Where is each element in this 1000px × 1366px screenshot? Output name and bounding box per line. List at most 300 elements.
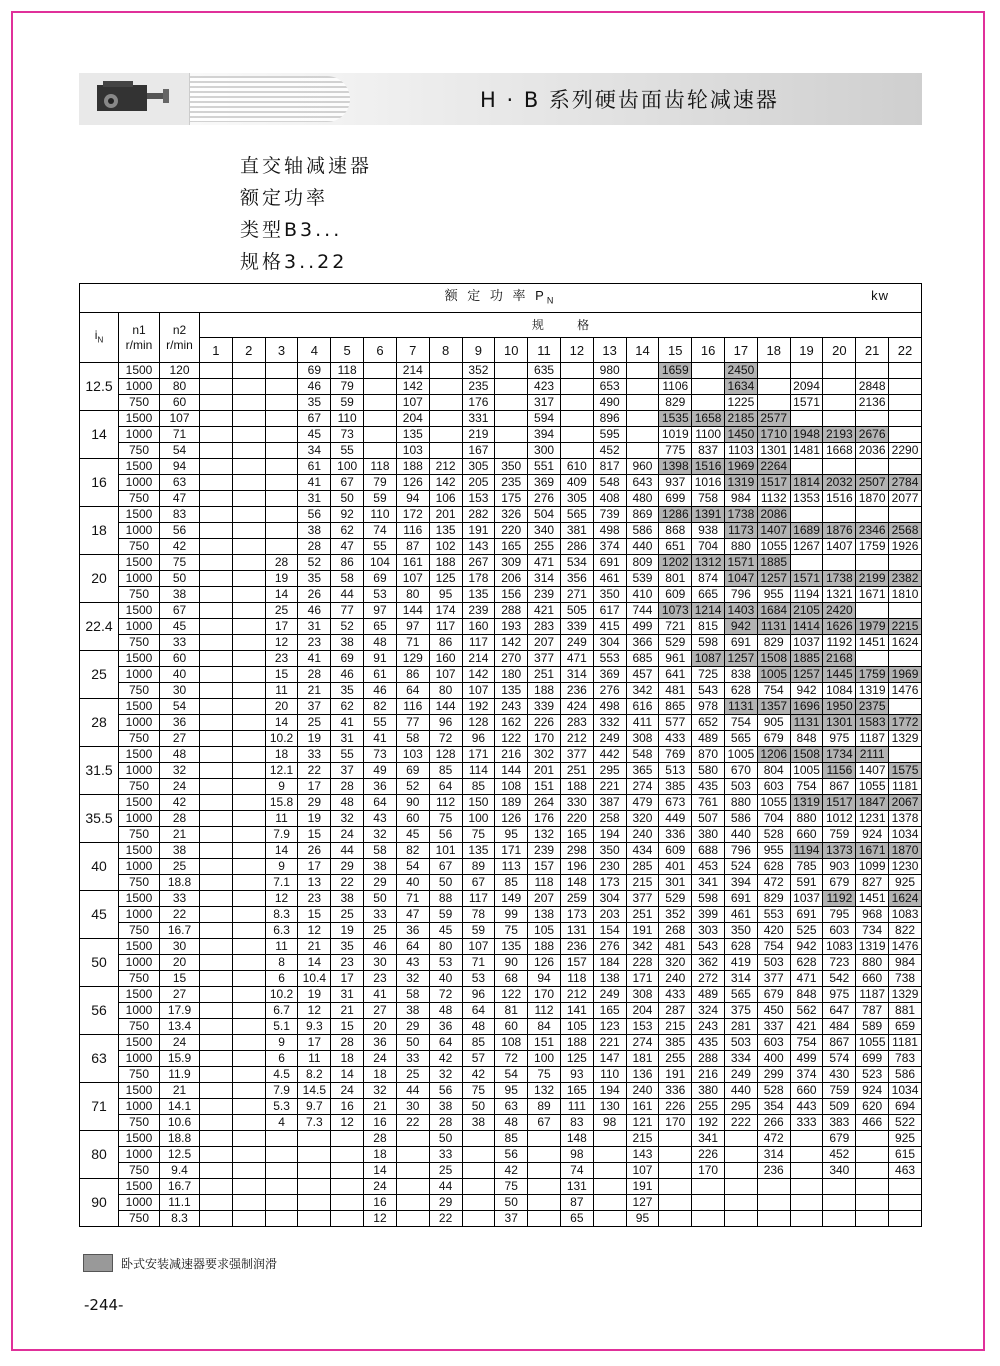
size-number: 9: [462, 338, 495, 363]
power-cell: 75: [462, 827, 495, 843]
power-cell: 896: [593, 411, 626, 427]
power-cell: 1257: [725, 651, 758, 667]
power-cell: 74: [560, 1163, 593, 1179]
power-cell: 46: [298, 603, 331, 619]
power-cell: 99: [495, 907, 528, 923]
power-cell: 20: [364, 1019, 397, 1035]
power-cell: 688: [692, 843, 725, 859]
power-cell: 694: [889, 1099, 922, 1115]
n1-cell: 1500: [119, 939, 160, 955]
table-row: [80, 923, 922, 939]
power-cell: 58: [364, 843, 397, 859]
power-cell: 87: [396, 539, 429, 555]
n1-cell: 1500: [119, 1179, 160, 1195]
power-cell: 160: [429, 651, 462, 667]
power-cell: 18: [265, 747, 298, 763]
ratio-cell: 20: [80, 555, 119, 603]
power-cell: 1624: [889, 891, 922, 907]
power-cell: 75: [462, 1083, 495, 1099]
n1-cell: 750: [119, 779, 160, 795]
power-cell: 598: [692, 635, 725, 651]
power-cell: 43: [364, 811, 397, 827]
power-cell: [823, 1195, 856, 1211]
power-cell: 1286: [659, 507, 692, 523]
power-cell: 42: [429, 1051, 462, 1067]
power-cell: 1378: [889, 811, 922, 827]
size-number: 5: [331, 338, 364, 363]
power-cell: 25: [265, 603, 298, 619]
n1-cell: 750: [119, 923, 160, 939]
power-cell: 628: [757, 859, 790, 875]
power-cell: 598: [692, 891, 725, 907]
power-cell: 212: [560, 987, 593, 1003]
power-cell: 1194: [790, 843, 823, 859]
power-cell: 1230: [889, 859, 922, 875]
table-row: [80, 1179, 922, 1195]
power-cell: 230: [593, 859, 626, 875]
power-cell: 283: [528, 619, 561, 635]
power-cell: 1407: [757, 523, 790, 539]
power-cell: 1710: [757, 427, 790, 443]
power-cell: 577: [659, 715, 692, 731]
power-cell: 610: [560, 459, 593, 475]
n1-cell: 750: [119, 971, 160, 987]
table-title-sub: N: [546, 295, 557, 306]
power-cell: 300: [528, 443, 561, 459]
power-cell: 171: [495, 843, 528, 859]
power-cell: 2290: [889, 443, 922, 459]
table-row: [80, 427, 922, 443]
power-cell: 23: [265, 651, 298, 667]
power-cell: [790, 363, 823, 379]
power-cell: 308: [626, 987, 659, 1003]
n2-cell: 75: [160, 555, 200, 571]
power-cell: [757, 1179, 790, 1195]
power-cell: [200, 1179, 233, 1195]
power-cell: [232, 971, 265, 987]
power-cell: [659, 1211, 692, 1227]
power-cell: 334: [725, 1051, 758, 1067]
power-cell: 2105: [790, 603, 823, 619]
power-cell: 52: [396, 779, 429, 795]
power-cell: 194: [593, 827, 626, 843]
power-cell: 1173: [725, 523, 758, 539]
power-cell: 26: [298, 843, 331, 859]
table-row: [80, 1019, 922, 1035]
power-cell: 723: [823, 955, 856, 971]
power-cell: 867: [823, 1035, 856, 1051]
power-cell: 603: [757, 1035, 790, 1051]
power-cell: 32: [396, 971, 429, 987]
power-cell: 704: [692, 539, 725, 555]
power-cell: 16: [364, 1195, 397, 1211]
power-cell: 125: [429, 571, 462, 587]
power-cell: 192: [692, 1115, 725, 1131]
n2-cell: 11.1: [160, 1195, 200, 1211]
n2-cell: 9.4: [160, 1163, 200, 1179]
power-cell: 539: [626, 571, 659, 587]
table-row: [80, 779, 922, 795]
power-cell: 6.3: [265, 923, 298, 939]
n1-cell: 750: [119, 587, 160, 603]
power-cell: 829: [659, 395, 692, 411]
power-cell: [856, 1211, 889, 1227]
power-cell: [232, 635, 265, 651]
power-cell: 309: [495, 555, 528, 571]
power-cell: 26: [298, 587, 331, 603]
table-row: [80, 1035, 922, 1051]
power-cell: 8.3: [265, 907, 298, 923]
power-cell: 1696: [790, 699, 823, 715]
table-row: [80, 491, 922, 507]
power-cell: 679: [823, 875, 856, 891]
power-cell: 1969: [889, 667, 922, 683]
power-cell: 191: [659, 1067, 692, 1083]
power-cell: [889, 555, 922, 571]
power-cell: 59: [462, 923, 495, 939]
power-cell: 1634: [725, 379, 758, 395]
power-cell: 270: [495, 651, 528, 667]
size-number: 10: [495, 338, 528, 363]
power-cell: 380: [692, 1083, 725, 1099]
power-cell: [331, 1211, 364, 1227]
power-cell: 85: [495, 875, 528, 891]
n1-cell: 1500: [119, 891, 160, 907]
power-cell: 2507: [856, 475, 889, 491]
power-cell: [889, 507, 922, 523]
power-cell: [232, 875, 265, 891]
power-cell: 25: [364, 923, 397, 939]
power-cell: 29: [396, 1019, 429, 1035]
power-cell: 46: [298, 379, 331, 395]
power-cell: 49: [364, 763, 397, 779]
table-row: [80, 539, 922, 555]
power-cell: 91: [364, 651, 397, 667]
power-cell: 1926: [889, 539, 922, 555]
power-cell: [560, 443, 593, 459]
power-cell: [232, 395, 265, 411]
power-cell: 4.5: [265, 1067, 298, 1083]
power-cell: [200, 651, 233, 667]
power-cell: [626, 443, 659, 459]
power-cell: 804: [757, 763, 790, 779]
power-cell: [856, 1179, 889, 1195]
power-cell: [757, 363, 790, 379]
power-cell: 869: [626, 507, 659, 523]
power-cell: 50: [331, 491, 364, 507]
power-cell: 37: [331, 763, 364, 779]
n2-cell: 36: [160, 715, 200, 731]
power-cell: 41: [364, 731, 397, 747]
power-cell: 1668: [823, 443, 856, 459]
power-cell: [462, 1163, 495, 1179]
power-cell: 1100: [692, 427, 725, 443]
n1-cell: 1000: [119, 907, 160, 923]
power-cell: 449: [659, 811, 692, 827]
power-cell: 1445: [823, 667, 856, 683]
size-number: 11: [528, 338, 561, 363]
power-cell: 126: [396, 475, 429, 491]
subtitle-line: 额定功率: [240, 187, 329, 209]
power-cell: 332: [593, 715, 626, 731]
power-cell: 775: [659, 443, 692, 459]
power-cell: [856, 459, 889, 475]
power-cell: 543: [692, 939, 725, 955]
power-cell: 377: [528, 651, 561, 667]
power-cell: 837: [692, 443, 725, 459]
power-cell: [626, 395, 659, 411]
power-cell: [200, 459, 233, 475]
power-cell: 2420: [823, 603, 856, 619]
power-cell: [725, 1195, 758, 1211]
power-cell: 65: [560, 1211, 593, 1227]
power-cell: 36: [429, 1019, 462, 1035]
power-cell: 925: [889, 875, 922, 891]
power-cell: 157: [528, 859, 561, 875]
power-cell: 1847: [856, 795, 889, 811]
power-cell: 942: [725, 619, 758, 635]
power-cell: 1087: [692, 651, 725, 667]
power-cell: 1034: [889, 827, 922, 843]
power-cell: [659, 1147, 692, 1163]
power-cell: 1206: [757, 747, 790, 763]
power-cell: 586: [725, 811, 758, 827]
power-cell: 435: [692, 779, 725, 795]
power-cell: 285: [626, 859, 659, 875]
power-cell: 37: [298, 699, 331, 715]
ratio-cell: 71: [80, 1083, 119, 1131]
power-cell: [200, 491, 233, 507]
power-cell: 122: [495, 731, 528, 747]
power-table-wrapper: [79, 283, 922, 1227]
power-cell: 98: [593, 1115, 626, 1131]
power-cell: 56: [298, 507, 331, 523]
power-cell: 725: [692, 667, 725, 683]
power-cell: [265, 1147, 298, 1163]
power-cell: 71: [396, 891, 429, 907]
n2-cell: 28: [160, 811, 200, 827]
power-cell: 121: [626, 1115, 659, 1131]
power-cell: [232, 859, 265, 875]
power-cell: 28: [331, 1035, 364, 1051]
power-cell: 105: [528, 923, 561, 939]
power-cell: [200, 1067, 233, 1083]
power-cell: 984: [725, 491, 758, 507]
power-cell: 867: [823, 779, 856, 795]
power-cell: 236: [560, 683, 593, 699]
power-cell: [298, 1179, 331, 1195]
size-number: 16: [692, 338, 725, 363]
power-cell: 193: [495, 619, 528, 635]
power-cell: 180: [495, 667, 528, 683]
power-cell: 586: [889, 1067, 922, 1083]
n1-cell: 750: [119, 1163, 160, 1179]
power-cell: 46: [364, 939, 397, 955]
power-cell: 354: [757, 1099, 790, 1115]
power-cell: [823, 555, 856, 571]
power-cell: 829: [757, 635, 790, 651]
power-cell: 975: [823, 987, 856, 1003]
power-cell: [200, 1019, 233, 1035]
power-cell: 80: [429, 939, 462, 955]
power-cell: 603: [757, 779, 790, 795]
power-cell: 2067: [889, 795, 922, 811]
power-cell: [232, 891, 265, 907]
power-cell: [560, 411, 593, 427]
power-cell: 1571: [790, 395, 823, 411]
n1-cell: 1000: [119, 1051, 160, 1067]
power-cell: 1225: [725, 395, 758, 411]
power-cell: [200, 1003, 233, 1019]
power-cell: 377: [626, 891, 659, 907]
n1-cell: 1500: [119, 1035, 160, 1051]
power-cell: 481: [659, 939, 692, 955]
power-cell: [889, 395, 922, 411]
power-cell: 249: [560, 635, 593, 651]
table-row: [80, 443, 922, 459]
power-cell: 174: [429, 603, 462, 619]
n1-cell: 750: [119, 731, 160, 747]
table-unit: kw: [871, 287, 889, 303]
power-cell: 1312: [692, 555, 725, 571]
power-cell: 1257: [757, 571, 790, 587]
power-cell: 90: [495, 955, 528, 971]
power-cell: [889, 379, 922, 395]
power-cell: 63: [495, 1099, 528, 1115]
power-cell: 9: [265, 1035, 298, 1051]
power-cell: 2168: [823, 651, 856, 667]
power-cell: 48: [462, 1019, 495, 1035]
size-label: 规 格: [200, 313, 922, 338]
power-cell: [560, 427, 593, 443]
power-cell: 489: [692, 987, 725, 1003]
table-row: [80, 1211, 922, 1227]
power-cell: [200, 987, 233, 1003]
power-cell: [232, 411, 265, 427]
n2-cell: 67: [160, 603, 200, 619]
power-cell: 302: [528, 747, 561, 763]
power-cell: [200, 747, 233, 763]
power-cell: 226: [659, 1099, 692, 1115]
n2-cell: 38: [160, 587, 200, 603]
power-cell: 704: [757, 811, 790, 827]
power-cell: 196: [560, 859, 593, 875]
power-cell: 1181: [889, 779, 922, 795]
power-cell: 925: [889, 1131, 922, 1147]
power-cell: 303: [692, 923, 725, 939]
power-cell: [232, 539, 265, 555]
subtitle-block: [240, 150, 372, 278]
power-cell: 271: [560, 587, 593, 603]
power-cell: 135: [396, 427, 429, 443]
power-cell: [889, 411, 922, 427]
n2-cell: 21: [160, 1083, 200, 1099]
n1-cell: 750: [119, 683, 160, 699]
n2-cell: 8.3: [160, 1211, 200, 1227]
power-cell: 45: [396, 827, 429, 843]
power-cell: 12: [331, 1115, 364, 1131]
power-cell: [692, 1179, 725, 1195]
power-cell: [200, 763, 233, 779]
power-cell: 22: [298, 763, 331, 779]
n1-cell: 1000: [119, 619, 160, 635]
power-cell: 249: [593, 987, 626, 1003]
power-cell: 591: [790, 875, 823, 891]
ratio-cell: 14: [80, 411, 119, 459]
power-cell: 135: [429, 523, 462, 539]
table-row: [80, 939, 922, 955]
n2-cell: 16.7: [160, 923, 200, 939]
power-cell: 142: [396, 379, 429, 395]
table-row: [80, 1115, 922, 1131]
power-cell: 1671: [856, 587, 889, 603]
power-cell: 25: [396, 1067, 429, 1083]
power-cell: 1329: [889, 987, 922, 1003]
power-cell: 691: [593, 555, 626, 571]
power-cell: 69: [298, 363, 331, 379]
power-cell: 17: [331, 971, 364, 987]
power-cell: 442: [593, 747, 626, 763]
power-cell: 214: [396, 363, 429, 379]
size-number: 21: [856, 338, 889, 363]
power-cell: 1319: [856, 939, 889, 955]
power-cell: 699: [856, 1051, 889, 1067]
power-cell: [200, 619, 233, 635]
power-cell: 643: [626, 475, 659, 491]
power-cell: 281: [725, 1019, 758, 1035]
power-cell: [331, 1147, 364, 1163]
power-cell: 440: [626, 539, 659, 555]
n1-cell: 1500: [119, 363, 160, 379]
power-cell: 17: [298, 779, 331, 795]
power-cell: 215: [659, 1019, 692, 1035]
power-cell: 18: [331, 1051, 364, 1067]
power-cell: 60: [396, 811, 429, 827]
ratio-cell: 18: [80, 507, 119, 555]
power-cell: 148: [560, 1131, 593, 1147]
power-cell: 38: [396, 1003, 429, 1019]
power-cell: 457: [626, 667, 659, 683]
power-cell: 28: [298, 539, 331, 555]
table-row: [80, 763, 922, 779]
power-cell: 2264: [757, 459, 790, 475]
size-number: 18: [757, 338, 790, 363]
power-cell: 40: [396, 875, 429, 891]
power-cell: 206: [495, 571, 528, 587]
n1-cell: 1000: [119, 523, 160, 539]
power-cell: 288: [495, 603, 528, 619]
power-cell: [396, 1211, 429, 1227]
power-cell: 1012: [823, 811, 856, 827]
power-cell: [200, 507, 233, 523]
power-cell: 461: [725, 907, 758, 923]
power-cell: 157: [560, 955, 593, 971]
power-cell: 201: [429, 507, 462, 523]
power-cell: 14: [265, 715, 298, 731]
power-cell: 18: [364, 1067, 397, 1083]
power-cell: 141: [560, 1003, 593, 1019]
power-cell: [200, 1195, 233, 1211]
power-cell: 96: [462, 731, 495, 747]
power-cell: 5.3: [265, 1099, 298, 1115]
power-cell: 339: [560, 619, 593, 635]
power-cell: 52: [331, 619, 364, 635]
power-cell: 548: [593, 475, 626, 491]
n1-cell: 750: [119, 491, 160, 507]
power-cell: 785: [790, 859, 823, 875]
n2-cell: 40: [160, 667, 200, 683]
power-cell: [462, 1131, 495, 1147]
